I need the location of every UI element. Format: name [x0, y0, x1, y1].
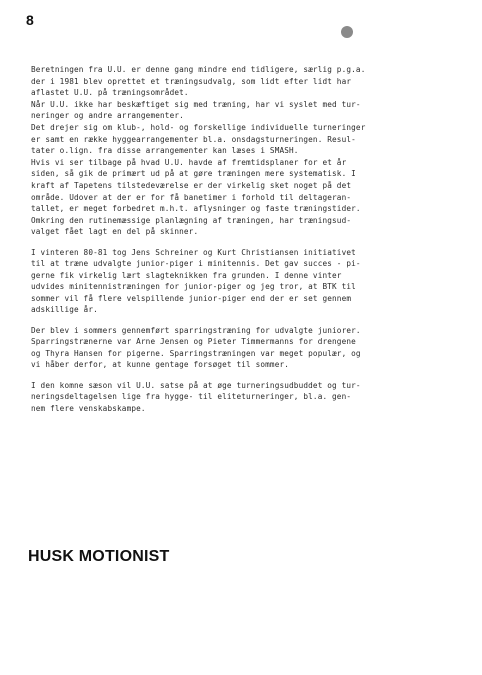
- section-heading: HUSK MOTIONIST: [28, 548, 170, 565]
- text-line: I den komne sæson vil U.U. satse på at øge turneringsudbuddet og tur-: [31, 380, 361, 390]
- text-line: Beretningen fra U.U. er denne gang mindre end tidligere, særlig p.g.a.: [31, 65, 366, 74]
- text-line: tallet, er meget forbedret m.h.t. aflysninger og faste træningstider.: [31, 204, 361, 214]
- text-line: siden, så gik de primært ud på at gøre træningen mere systematisk. I: [31, 169, 356, 179]
- text-line: udvides minitennistræningen for junior-piger og jeg tror, at BTK til: [31, 282, 356, 292]
- text-line: Hvis vi ser tilbage på hvad U.U. havde af fremtidsplaner for et år: [31, 157, 347, 167]
- paragraph-1: [31, 64, 471, 238]
- text-line: Omkring den rutinemæssige planlægning af træningen, har træningsud-: [31, 215, 352, 225]
- text-line: område. Udover at der er for få banetimer i forhold til deltageran-: [31, 192, 352, 202]
- text-line: Sparringstrænerne var Arne Jensen og Pieter Timmermanns for drengene: [31, 337, 356, 347]
- paragraph-4: [31, 380, 471, 415]
- text-line: adskillige år.: [31, 305, 98, 315]
- text-line: neringer og andre arrangementer.: [31, 111, 184, 121]
- article-body: [31, 64, 471, 423]
- text-line: der i 1981 blev oprettet et træningsudvalg, som lidt efter lidt har: [31, 76, 352, 86]
- text-line: valget fået lagt en del på skinner.: [31, 227, 199, 237]
- text-line: I vinteren 80-81 tog Jens Schreiner og Kurt Christiansen initiativet: [31, 247, 356, 257]
- text-line: tater o.lign. fra disse arrangementer kan læses i SMASH.: [31, 146, 299, 156]
- paragraph-2: [31, 247, 471, 317]
- text-line: neringsdeltagelsen lige fra hygge- til eliteturneringer, bl.a. gen-: [31, 392, 352, 402]
- text-line: Der blev i sommers gennemført sparringstræning for udvalgte juniorer.: [31, 325, 361, 335]
- text-line: gerne fik virkelig lært slagteknikken fra grunden. I denne vinter: [31, 270, 342, 280]
- text-line: og Thyra Hansen for pigerne. Sparringstræningen var meget populær, og: [31, 348, 361, 358]
- page-number: 8: [26, 12, 34, 28]
- text-line: til at træne udvalgte junior-piger i minitennis. Det gav succes - pi-: [31, 259, 361, 269]
- text-line: aflastet U.U. på træningsområdet.: [31, 88, 189, 98]
- text-line: nem flere venskabskampe.: [31, 403, 146, 413]
- punch-hole-mark: [341, 26, 353, 38]
- text-line: Det drejer sig om klub-, hold- og forskellige individuelle turneringer: [31, 122, 366, 132]
- text-line: sommer vil få flere velspillende junior-piger end der er set gennem: [31, 293, 352, 303]
- text-line: er samt en række hyggearrangementer bl.a. onsdagsturneringen. Resul-: [31, 134, 356, 144]
- paragraph-3: [31, 325, 471, 371]
- text-line: kraft af Tapetens tilstedeværelse er der virkelig sket noget på det: [31, 180, 352, 190]
- text-line: Når U.U. ikke har beskæftiget sig med træning, har vi syslet med tur-: [31, 99, 361, 109]
- text-line: vi håber derfor, at kunne gentage forsøget til sommer.: [31, 360, 290, 370]
